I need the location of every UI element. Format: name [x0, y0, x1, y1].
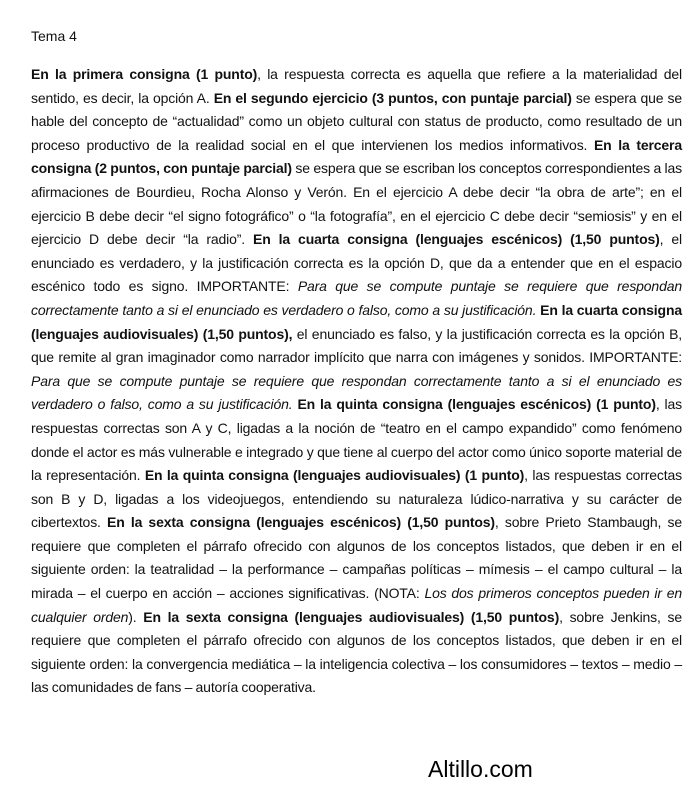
- document-title: Tema 4: [31, 28, 77, 44]
- segment-bold: En el segundo ejercicio (3 puntos, con puntaje parcial): [213, 89, 572, 106]
- segment-text: se espera que se hable del concepto de “actualidad” como un objeto cultural con status de producto, como resultado de un proceso productivo de la realidad social en el que intervienen los medios informativos.: [31, 89, 683, 153]
- segment-italic: Los dos primeros conceptos pueden ir en cualquier orden: [31, 585, 683, 625]
- segment-italic: Para que se compute puntaje se requiere que respondan correctamente tanto a si el enunciado es verdadero o falso, como a su justificación.: [31, 278, 682, 318]
- segment-italic: Para que se compute puntaje se requiere que respondan correctamente tanto a si el enunciado es verdadero o falso, como a su justificación.: [31, 372, 682, 413]
- segment-text: , el enunciado es verdadero, y la justificación correcta es la opción D, que da a entender que en el espacio escénico todo es signo. IMPORTANTE:: [31, 231, 682, 295]
- answer-key-paragraph: [31, 63, 682, 700]
- segment-bold: En la cuarta consigna (lenguajes escénicos) (1,50 puntos): [253, 231, 660, 248]
- segment-text: el enunciado es falso, y la justificación correcta es la opción B, que remite al gran imaginador como narrador implícito que narra con imágenes y sonidos. IMPORTANTE:: [31, 325, 682, 366]
- segment-bold: En la primera consigna (1 punto): [31, 66, 258, 82]
- segment-bold: En la tercera consigna (2 puntos, con puntaje parcial): [31, 136, 682, 177]
- segment-text: , las respuestas correctas son A y C, ligadas a la noción de “teatro en el campo expandido” como fenómeno donde el actor es más vulnerable e integrado y que tiene al cuerpo del actor como único soporte material de la representación.: [31, 396, 682, 484]
- segment-bold: En la quinta consigna (lenguajes escénicos) (1 punto): [297, 396, 656, 413]
- segment-bold: En la sexta consigna (lenguajes audiovisuales) (1,50 puntos): [143, 608, 560, 625]
- altillo-watermark: Altillo.com: [428, 756, 533, 782]
- segment-text: , las respuestas correctas son B y D, ligadas a los videojuegos, entendiendo su naturaleza lúdico-narrativa y su carácter de cibertextos.: [31, 467, 682, 531]
- segment-text: ).: [128, 608, 144, 625]
- segment-text: se espera que se escriban los conceptos correspondientes a las afirmaciones de Bourdieu, Rocha Alonso y Verón. En el ejercicio A debe decir “la obra de arte”; en el ejercicio B debe decir “el signo fotográfico” o “la fotografía”, en el ejercicio C debe decir “semiosis” y en el ejercicio D debe decir “la radio”.: [31, 160, 682, 248]
- segment-text: , sobre Jenkins, se requiere que completen el párrafo ofrecido con algunos de los conceptos listados, que deben ir en el siguiente orden: la convergencia mediática – la inteligencia colectiva – los consumidores – textos – medio – las comunidades de fans – autoría cooperativa.: [31, 608, 682, 696]
- segment-bold: En la cuarta consigna (lenguajes audiovisuales) (1,50 puntos),: [31, 301, 682, 342]
- segment-bold: En la quinta consigna (lenguajes audiovisuales) (1 punto): [144, 467, 525, 484]
- segment-text: , sobre Prieto Stambaugh, se requiere que completen el párrafo ofrecido con algunos de los conceptos listados, que deben ir en el siguiente orden: la teatralidad – la performance – campañas políticas – mímesis – el campo cultural – la mirada – el cuerpo en acción – acciones significativas. (NOTA:: [31, 514, 682, 602]
- segment-text: , la respuesta correcta es aquella que refiere a la materialidad del sentido, es decir, la opción A.: [31, 66, 682, 106]
- segment-bold: En la sexta consigna (lenguajes escénicos) (1,50 puntos): [107, 514, 495, 531]
